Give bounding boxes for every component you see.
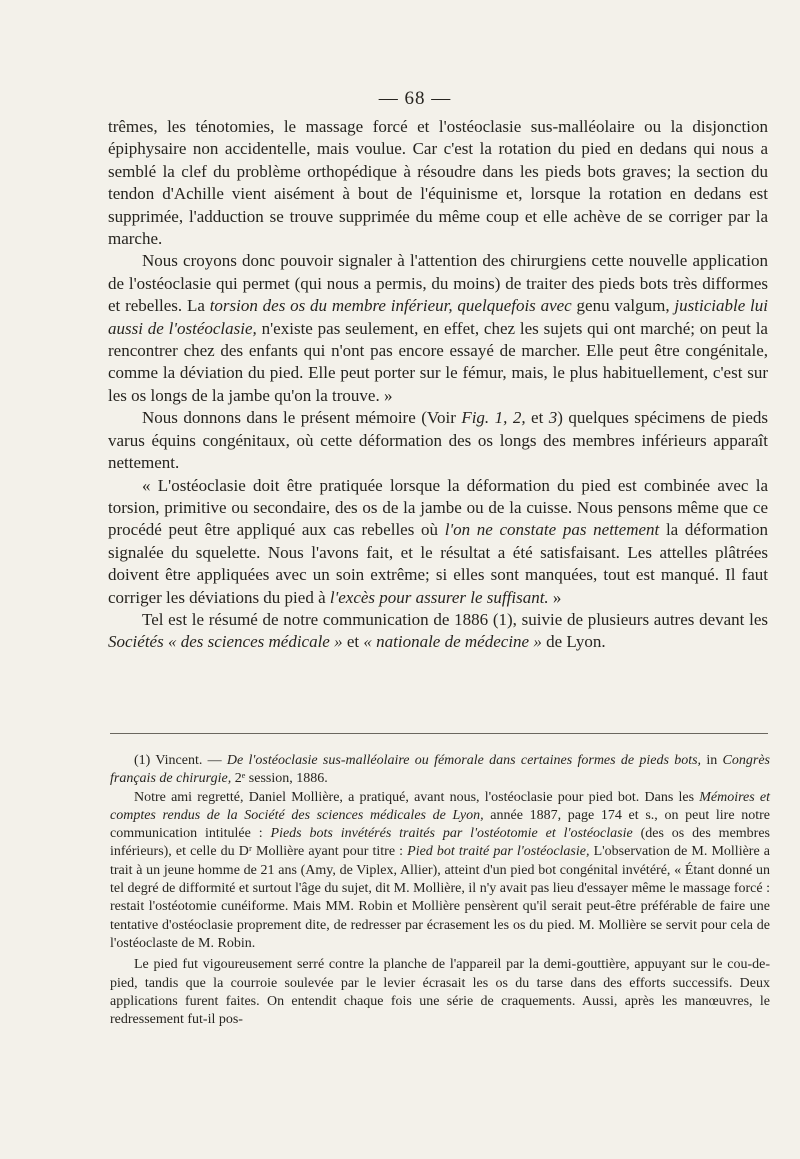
paragraph-5: [108, 609, 768, 654]
text-run: Tel est le résumé de notre communication de 1886 (1), suivie de plusieurs autres devant les: [142, 609, 768, 629]
text-run: Notre ami regretté, Daniel Mollière, a pratiqué, avant nous, l'ostéoclasie pour pied bot. Dans les: [134, 789, 700, 805]
italic-run: l'excès pour assurer le suffisant.: [329, 587, 549, 607]
italic-run: Pied bot traité par l'ostéoclasie,: [407, 844, 590, 860]
text-run: « L'ostéoclasie doit être pratiquée lorsque la déformation du pied est combinée avec la torsion, primitive ou secondaire, des os de la jambe ou de la cuisse. Nous pensons même que ce procédé peut être appliqué aux cas rebelles où: [108, 475, 768, 540]
text-run: »: [548, 587, 562, 607]
footnotes: [110, 752, 770, 1029]
text-run: in: [701, 753, 723, 768]
text-run: la déformation signalée du squelette. Nous l'avons fait, et le résultat a été satisfaisant. Les attelles plâtrées doivent être appliquées avec un soin extrême; si elles sont manquées, tout est manqué. Il faut corriger les déviations du pied à: [108, 520, 768, 607]
italic-run: Mémoires et comptes rendus de la Société des sciences médicales de Lyon,: [110, 789, 770, 823]
footnote-paragraph-2: [110, 789, 770, 954]
italic-run: Sociétés « des sciences médicale »: [108, 632, 343, 652]
italic-run: Fig. 1, 2,: [461, 408, 526, 428]
text-run: de Lyon.: [541, 632, 606, 652]
text-run: (des os des membres inférieurs), et celle du Dʳ Mollière ayant pour titre :: [110, 826, 770, 860]
text-run: Le pied fut vigoureusement serré contre la planche de l'appareil par la demi-gouttière, appuyant sur le cou-de-pied, tandis que la courroie soulevée par le levier écrasait les os du tarse dans des efforts successifs. Deux applications furent faites. On entendit chaque fois une série de craquements. Aussi, après les manœuvres, le redressement fut-il pos-: [110, 957, 770, 1028]
text-run: genu valgum,: [571, 296, 675, 316]
footnote-1: [110, 752, 770, 789]
text-run: et: [342, 632, 364, 652]
text-run: L'observation de M. Mollière a trait à un jeune homme de 21 ans (Amy, de Viplex, Allier), atteint d'un pied bot congénital invétéré, « Étant donné un tel degré de difformité et surtout l'âge du sujet, dit M. Mollière, il n'y avait pas lieu d'essayer même le massage forcé : restait l'ostéotomie cunéiforme. Mais MM. Robin et Mollière pensèrent qu'il serait peut-être préférable de faire une tentative d'ostéoclasie proprement dite, de redresser par écrasement les os du pied. M. Mollière se servit pour cela de l'ostéoclaste de M. Robin.: [110, 844, 770, 951]
page-number: — 68 —: [378, 88, 452, 109]
text-run: année 1887, page 174 et s., on peut lire notre communication intitulée :: [110, 807, 770, 842]
footnote-paragraph-3: [110, 956, 770, 1029]
italic-run: « nationale de médecine »: [363, 632, 542, 652]
text-run: et: [525, 408, 549, 428]
italic-run: l'on ne constate pas nettement: [444, 520, 660, 540]
text-run: Nous donnons dans le présent mémoire (Voir: [142, 408, 462, 428]
paragraph-3: [108, 407, 768, 474]
paragraph-4: [108, 475, 768, 609]
text-run: ) quelques spécimens de pieds varus équins congénitaux, où cette déformation des os longs des membres inférieurs apparaît nettement.: [108, 408, 768, 473]
text-run: n'existe pas seulement, en effet, chez les sujets qui ont marché; on peut la rencontrer chez des enfants qui n'ont pas encore essayé de marcher. Elle peut être congénitale, comme la déviation du pied. Elle peut porter sur le fémur, mais, le plus habituellement, c'est sur les os longs de la jambe qu'on la trouve. »: [108, 318, 768, 405]
paragraph-2: [108, 250, 768, 407]
footnote-divider: [110, 733, 768, 734]
text-run: trêmes, les ténotomies, le massage forcé et l'ostéoclasie sus-malléolaire ou la disjonction épiphysaire non accidentelle, mais voulue. Car c'est la rotation du pied en dedans qui nous a semblé la clef du problème orthopédique à résoudre dans les pieds bots graves; la section du tendon d'Achille vient aisément à bout de l'équinisme et, lorsque la rotation en dedans est supprimée, l'adduction se trouve supprimée du même coup et elle achève de se corriger par la marche.: [108, 117, 768, 249]
italic-run: torsion des os du membre inférieur, quelquefois avec: [209, 296, 572, 316]
italic-run: justiciable lui aussi de l'ostéoclasie,: [108, 296, 768, 338]
body-text: [108, 116, 768, 654]
italic-run: Pieds bots invétérés traités par l'ostéotomie et l'ostéoclasie: [270, 826, 633, 842]
text-run: (1) Vincent. —: [134, 753, 227, 768]
italic-run: Congrès français de chirurgie,: [110, 753, 770, 787]
italic-run: 3: [548, 408, 558, 428]
paragraph-1: [108, 116, 768, 250]
text-run: 2ᵉ session, 1886.: [231, 771, 328, 787]
text-run: Nous croyons donc pouvoir signaler à l'attention des chirurgiens cette nouvelle application de l'ostéoclasie qui permet (qui nous a permis, du moins) de traiter des pieds bots très difformes et rebelles. La: [108, 251, 768, 316]
italic-run: De l'ostéoclasie sus-malléolaire ou fémorale dans certaines formes de pieds bots,: [226, 753, 702, 768]
